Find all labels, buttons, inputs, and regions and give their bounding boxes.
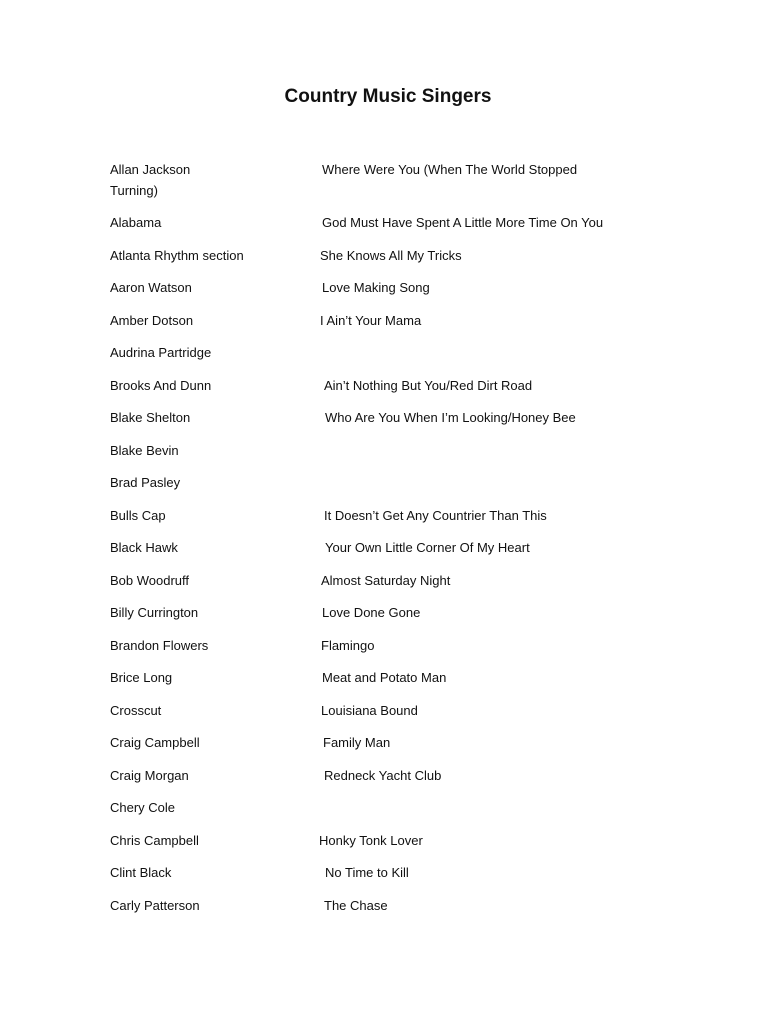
song-title: The Chase bbox=[324, 897, 388, 913]
artist-name: Craig Morgan bbox=[110, 767, 189, 783]
list-item bbox=[110, 160, 670, 213]
list-item bbox=[110, 571, 670, 604]
artist-name: Craig Campbell bbox=[110, 735, 200, 750]
list-item bbox=[110, 246, 670, 279]
song-title: Your Own Little Corner Of My Heart bbox=[325, 540, 530, 555]
artist-name: Audrina Partridge bbox=[110, 345, 212, 360]
list-item bbox=[110, 538, 670, 571]
list-item bbox=[110, 896, 670, 929]
list-item bbox=[110, 473, 670, 506]
artist-name: Crosscut bbox=[110, 702, 162, 718]
list-item bbox=[110, 343, 670, 376]
artist-name: Aaron Watson bbox=[110, 280, 192, 295]
song-title: Redneck Yacht Club bbox=[324, 767, 442, 783]
song-title: Where Were You (When The World Stopped bbox=[322, 162, 578, 177]
artist-name: Alabama bbox=[110, 215, 162, 230]
list-item bbox=[110, 733, 670, 766]
artist-name: Carly Patterson bbox=[110, 897, 200, 913]
list-item bbox=[110, 311, 670, 344]
artist-name: Atlanta Rhythm section bbox=[110, 247, 244, 263]
song-title: Louisiana Bound bbox=[321, 702, 418, 718]
list-item bbox=[110, 376, 670, 409]
song-title: Almost Saturday Night bbox=[321, 572, 451, 588]
song-title: It Doesn’t Get Any Countrier Than This bbox=[324, 507, 547, 523]
artist-name: Brooks And Dunn bbox=[110, 377, 212, 393]
artist-name: Black Hawk bbox=[110, 540, 178, 555]
artist-name: Blake Shelton bbox=[110, 410, 191, 425]
list-item bbox=[110, 668, 670, 701]
list-item bbox=[110, 603, 670, 636]
song-title-continued: Turning) bbox=[110, 183, 158, 198]
artist-name: Brice Long bbox=[110, 670, 173, 685]
list-item bbox=[110, 441, 670, 474]
page-title: Country Music Singers bbox=[284, 86, 492, 107]
list-item bbox=[110, 636, 670, 669]
song-title: Family Man bbox=[323, 735, 391, 750]
artist-name: Blake Bevin bbox=[110, 442, 179, 458]
song-title: God Must Have Spent A Little More Time On You bbox=[322, 215, 604, 230]
artist-name: Billy Currington bbox=[110, 605, 199, 620]
song-title: Meat and Potato Man bbox=[322, 670, 447, 685]
list-item bbox=[110, 278, 670, 311]
list-item bbox=[110, 213, 670, 246]
list-item bbox=[110, 798, 670, 831]
song-title: I Ain’t Your Mama bbox=[320, 312, 422, 328]
song-title: Love Done Gone bbox=[322, 605, 421, 620]
list-item bbox=[110, 408, 670, 441]
artist-name: Bob Woodruff bbox=[110, 572, 190, 588]
song-title: Ain’t Nothing But You/Red Dirt Road bbox=[324, 377, 533, 393]
list-item bbox=[110, 831, 670, 864]
artist-name: Bulls Cap bbox=[110, 507, 166, 523]
artist-name: Chris Campbell bbox=[110, 832, 199, 848]
song-title: Honky Tonk Lover bbox=[319, 832, 423, 848]
list-item bbox=[110, 506, 670, 539]
artist-name: Brad Pasley bbox=[110, 475, 181, 490]
song-title: Who Are You When I’m Looking/Honey Bee bbox=[325, 410, 576, 425]
artist-name: Allan Jackson bbox=[110, 162, 191, 177]
artist-name: Clint Black bbox=[110, 865, 172, 880]
song-title: No Time to Kill bbox=[325, 865, 409, 880]
song-title: Flamingo bbox=[321, 637, 375, 653]
song-title: She Knows All My Tricks bbox=[320, 247, 462, 263]
artist-name: Brandon Flowers bbox=[110, 637, 209, 653]
artist-name: Chery Cole bbox=[110, 800, 176, 815]
list-item bbox=[110, 863, 670, 896]
singer-list bbox=[110, 160, 670, 928]
list-item bbox=[110, 766, 670, 799]
list-item bbox=[110, 701, 670, 734]
song-title: Love Making Song bbox=[322, 280, 430, 295]
artist-name: Amber Dotson bbox=[110, 312, 194, 328]
